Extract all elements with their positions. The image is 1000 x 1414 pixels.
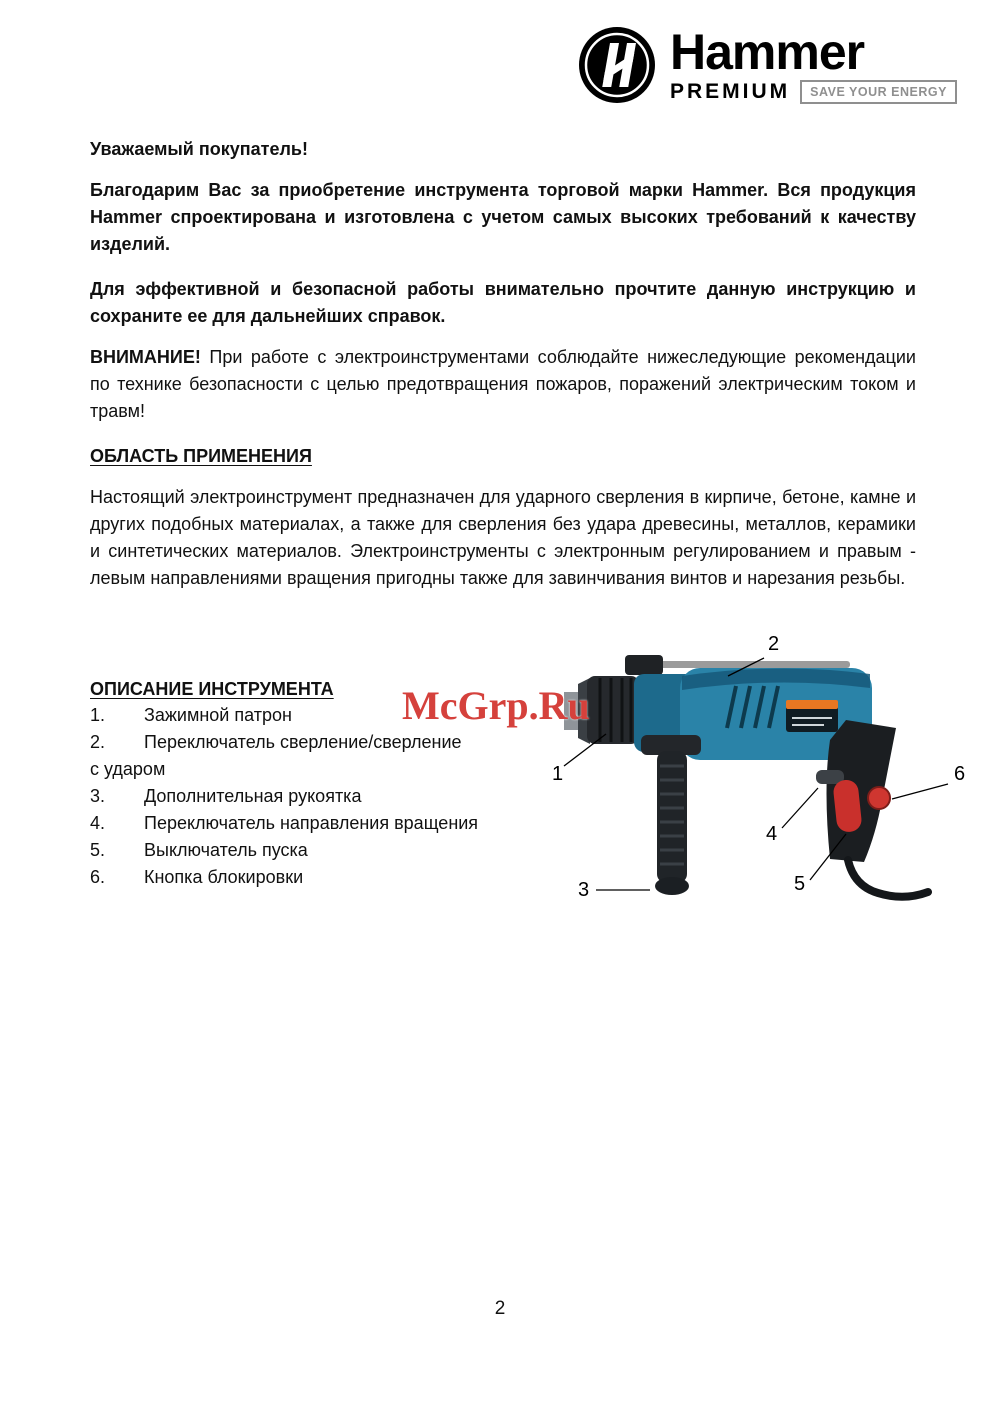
drill-figure (530, 628, 975, 920)
hammer-logo-icon (578, 26, 656, 104)
warning-label: ВНИМАНИЕ! (90, 347, 201, 367)
section-title-description: ОПИСАНИЕ ИНСТРУМЕНТА (90, 679, 334, 699)
greeting: Уважаемый покупатель! (90, 139, 308, 159)
item-number: 6. (90, 867, 106, 887)
list-item (90, 729, 560, 756)
brand-logo (578, 26, 957, 104)
item-number: 4. (90, 813, 106, 833)
callout-3: 3 (578, 879, 590, 901)
list-item (90, 864, 560, 891)
rating-label (786, 700, 838, 732)
lock-button (868, 787, 890, 809)
application-body: Настоящий электроинструмент предназначен для ударного сверления в кирпиче, бетоне, камне и других подобных материалах, а также для сверления без удара древесины, металлов, керамики и синтетических материалов. Электроинструменты с электронным регулированием и правым - левым направлениями вращения пригодны также для завинчивания винтов и нарезания резьбы. (90, 487, 916, 588)
item-number: 1. (90, 705, 106, 725)
section-title-application: ОБЛАСТЬ ПРИМЕНЕНИЯ (90, 446, 312, 466)
parts-list (90, 702, 560, 891)
brand-text-block (670, 26, 957, 104)
page-number: 2 (494, 1298, 506, 1319)
item-label: Выключатель пуска (144, 840, 308, 860)
intro-paragraph: Благодарим Вас за приобретение инструмента торговой марки Hammer. Вся продукция Hammer спроектирована и изготовлена с учетом самых высоких требований к качеству изделий. (90, 180, 916, 254)
item-label: Кнопка блокировки (144, 867, 304, 887)
list-item-continuation: с ударом (90, 759, 166, 779)
item-label: Переключатель направления вращения (144, 813, 479, 833)
brand-name: Hammer (670, 24, 865, 80)
callout-2: 2 (768, 633, 780, 655)
safety-paragraph: Для эффективной и безопасной работы внимательно прочтите данную инструкцию и сохраните ее для дальнейших справок. (90, 279, 916, 326)
callout-1: 1 (552, 763, 564, 785)
item-number: 5. (90, 840, 106, 860)
side-handle (641, 735, 701, 895)
item-number: 3. (90, 786, 106, 806)
item-number: 2. (90, 732, 106, 752)
callout-4: 4 (766, 823, 778, 845)
brand-tagline: SAVE YOUR ENERGY (800, 80, 957, 104)
callout-6: 6 (954, 763, 966, 785)
list-item (90, 810, 560, 837)
item-label: Дополнительная рукоятка (144, 786, 362, 806)
item-label: Зажимной патрон (144, 705, 292, 725)
list-item (90, 837, 560, 864)
watermark: McGrp.Ru (402, 683, 590, 728)
item-label: Переключатель сверление/сверление (144, 732, 462, 752)
callout-5: 5 (794, 873, 806, 895)
drill-illustration (530, 628, 975, 920)
power-cord (848, 860, 928, 897)
warning-text: При работе с электроинструментами соблюдайте нижеследующие рекомендации по технике безопасности с целью предотвращения пожаров, поражений электрическим током и травм! (90, 347, 916, 421)
brand-premium: PREMIUM (670, 80, 791, 103)
warning-paragraph (90, 344, 916, 425)
list-item (90, 783, 560, 810)
